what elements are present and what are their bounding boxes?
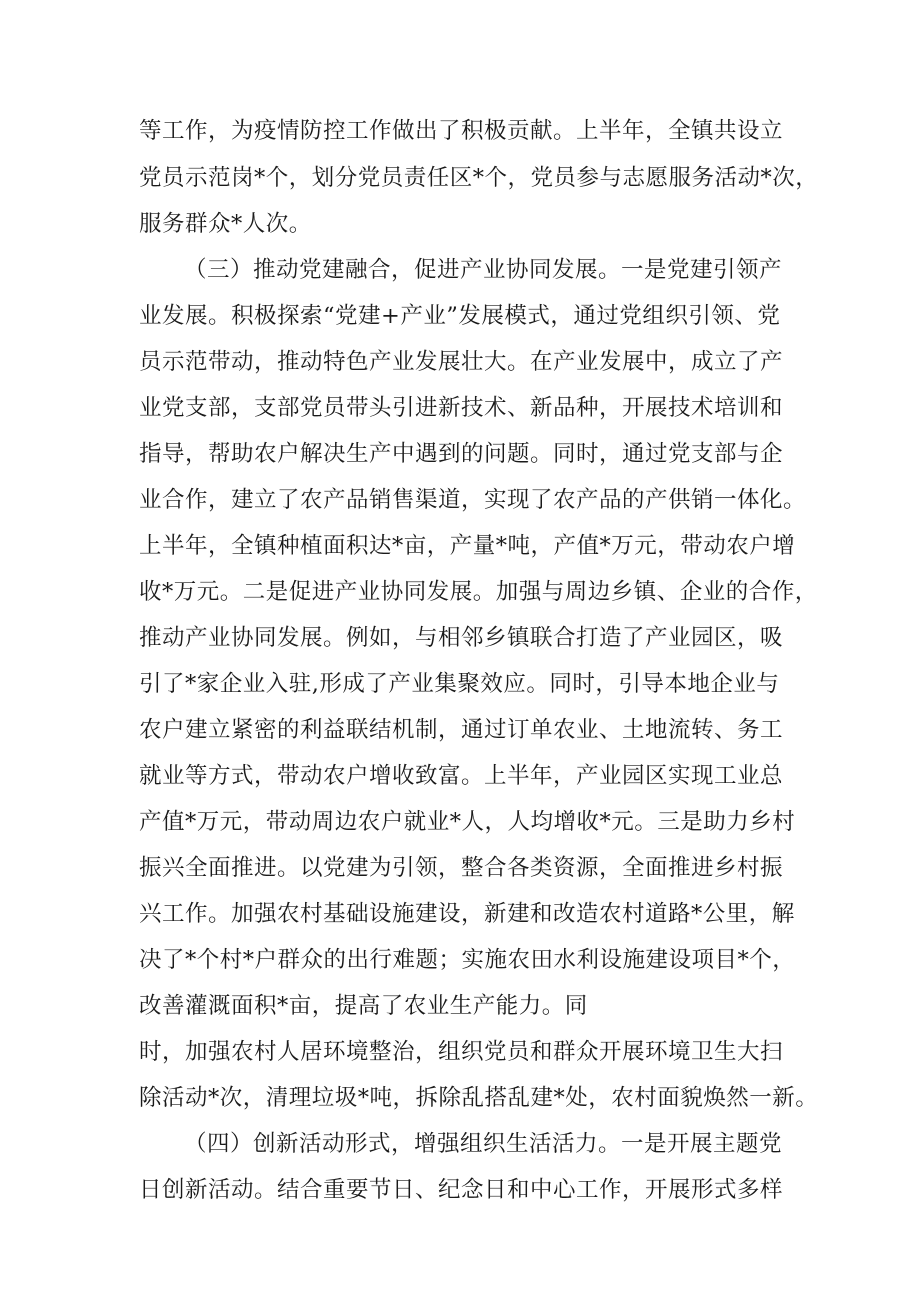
- text-line: 业合作，建立了农产品销售渠道，实现了农产品的产供销一体化。: [139, 487, 807, 513]
- text-line: 决了*个村*户群众的出行难题；实施农田水利设施建设项目*个，: [139, 947, 796, 973]
- text-line: 除活动*次，清理垃圾*吨，拆除乱搭乱建*处，农村面貌焕然一新。: [139, 1085, 819, 1111]
- text-line: 就业等方式，带动农户增收致富。上半年，产业园区实现工业总: [139, 763, 784, 789]
- text-line: 上半年，全镇种植面积达*亩，产量*吨，产值*万元，带动农户增: [139, 533, 796, 559]
- text-line: 指导，帮助农户解决生产中遇到的问题。同时，通过党支部与企: [139, 441, 784, 467]
- text-line: 推动产业协同发展。例如，与相邻乡镇联合打造了产业园区，吸: [139, 625, 784, 651]
- text-line: 服务群众*人次。: [139, 211, 312, 237]
- text-line: 引了*家企业入驻,形成了产业集聚效应。同时，引导本地企业与: [139, 671, 780, 697]
- section-heading-line: （四）创新活动形式，增强组织生活活力。一是开展主题党: [184, 1131, 783, 1157]
- text-line: 收*万元。二是促进产业协同发展。加强与周边乡镇、企业的合作，: [139, 579, 818, 605]
- text-line: 产值*万元，带动周边农户就业*人，人均增收*元。三是助力乡村: [139, 809, 796, 835]
- text-line: 振兴全面推进。以党建为引领，整合各类资源，全面推进乡村振: [139, 855, 784, 881]
- text-line: 员示范带动，推动特色产业发展壮大。在产业发展中，成立了产: [139, 349, 784, 375]
- text-line: 农户建立紧密的利益联结机制，通过订单农业、土地流转、务工: [139, 717, 784, 743]
- text-line: 业发展。积极探索“党建+产业”发展模式，通过党组织引领、党: [139, 303, 781, 329]
- text-line: 等工作，为疫情防控工作做出了积极贡献。上半年，全镇共设立: [139, 118, 784, 144]
- text-line: 时，加强农村人居环境整治，组织党员和群众开展环境卫生大扫: [139, 1039, 784, 1065]
- text-line: 兴工作。加强农村基础设施建设，新建和改造农村道路*公里，解: [139, 901, 795, 927]
- section-heading-line: （三）推动党建融合，促进产业协同发展。一是党建引领产: [184, 257, 783, 283]
- text-line: 改善灌溉面积*亩，提高了农业生产能力。同: [139, 993, 588, 1019]
- text-line: 党员示范岗*个，划分党员责任区*个，党员参与志愿服务活动*次，: [139, 165, 819, 191]
- text-line: 业党支部，支部党员带头引进新技术、新品种，开展技术培训和: [139, 395, 784, 421]
- text-line: 日创新活动。结合重要节日、纪念日和中心工作，开展形式多样: [139, 1177, 784, 1203]
